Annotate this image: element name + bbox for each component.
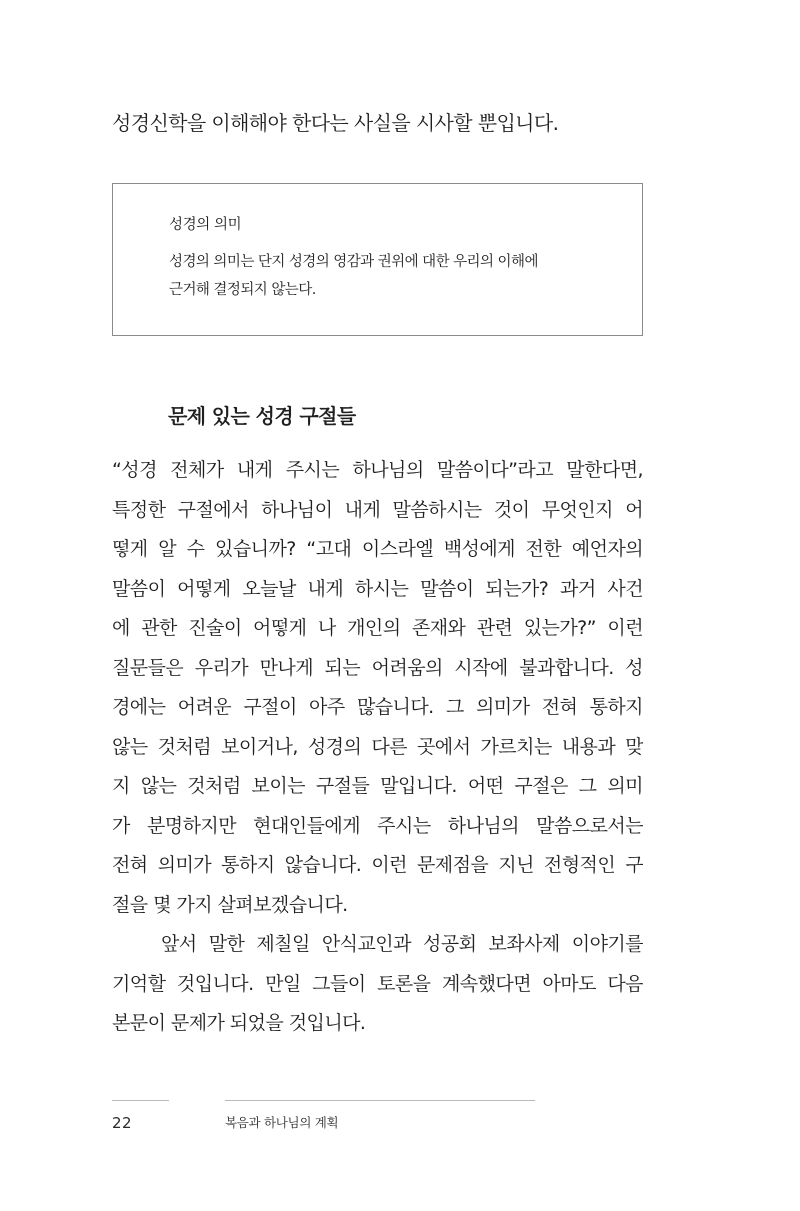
- body-line: 가 분명하지만 현대인들에게 주시는 하나님의 말씀으로서는: [112, 814, 643, 837]
- body-line: 않는 것처럼 보이거나, 성경의 다른 곳에서 가르치는 내용과 맞: [112, 735, 643, 758]
- body-line: 말씀이 어떻게 오늘날 내게 하시는 말씀이 되는가? 과거 사건: [112, 577, 643, 600]
- body-line: 떻게 알 수 있습니까? “고대 이스라엘 백성에게 전한 예언자의: [112, 538, 643, 560]
- intro-line: 성경신학을 이해해야 한다는 사실을 시사할 뿐입니다.: [112, 111, 559, 135]
- callout-body-line: 성경의 의미는 단지 성경의 영감과 권위에 대한 우리의 이해에: [169, 254, 538, 270]
- section-heading: 문제 있는 성경 구절들: [168, 404, 356, 428]
- body-line: 절을 몇 가지 살펴보겠습니다.: [112, 893, 348, 916]
- body-line: 질문들은 우리가 만나게 되는 어려움의 시작에 불과합니다. 성: [112, 656, 643, 679]
- body-line: 에 관한 진술이 어떻게 나 개인의 존재와 관련 있는가?” 이런: [112, 617, 643, 639]
- footer-rule-left: [112, 1100, 169, 1101]
- callout-body-line: 근거해 결정되지 않는다.: [169, 282, 316, 298]
- callout-box: [112, 183, 643, 336]
- body-line-paragraph-start: 앞서 말한 제칠일 안식교인과 성공회 보좌사제 이야기를: [161, 933, 643, 955]
- callout-body: [169, 248, 609, 304]
- footer-rule-right: [225, 1100, 535, 1101]
- body-line: “성경 전체가 내게 주시는 하나님의 말씀이다”라고 말한다면,: [112, 459, 643, 481]
- callout-title: 성경의 의미: [169, 217, 242, 233]
- body-line: 기억할 것입니다. 만일 그들이 토론을 계속했다면 아마도 다음: [112, 972, 643, 995]
- body-line: 지 않는 것처럼 보이는 구절들 말입니다. 어떤 구절은 그 의미: [112, 775, 643, 797]
- body-line: 특정한 구절에서 하나님이 내게 말씀하시는 것이 무엇인지 어: [112, 498, 643, 521]
- running-title: 복음과 하나님의 계획: [225, 1115, 339, 1130]
- page-number: 22: [112, 1114, 133, 1132]
- body-line: 전혀 의미가 통하지 않습니다. 이런 문제점을 지닌 전형적인 구: [112, 854, 643, 876]
- body-text: [112, 451, 643, 1044]
- body-line: 본문이 문제가 되었을 것입니다.: [112, 1012, 366, 1034]
- body-line: 경에는 어려운 구절이 아주 많습니다. 그 의미가 전혀 통하지: [112, 696, 643, 718]
